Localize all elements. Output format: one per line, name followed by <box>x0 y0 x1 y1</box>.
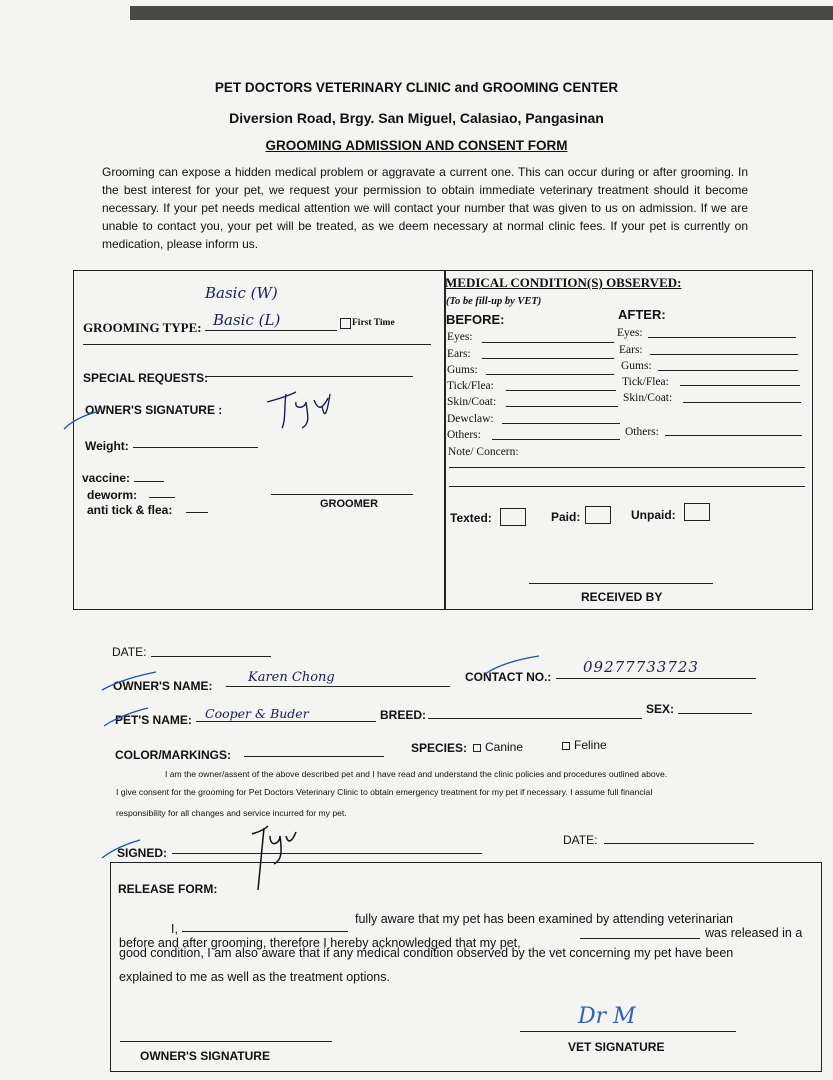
note-line <box>449 467 805 468</box>
owner-signature-scribble <box>262 380 342 430</box>
before-field: Gums: <box>447 364 478 376</box>
feline-checkbox[interactable] <box>562 742 570 750</box>
color-label: COLOR/MARKINGS: <box>115 748 231 762</box>
canine-label: Canine <box>485 740 524 754</box>
date-label: DATE: <box>112 645 147 659</box>
before-field: Others: <box>447 429 481 441</box>
release-title: RELEASE FORM: <box>118 882 218 896</box>
received-by-line <box>529 583 713 584</box>
owner-name-line <box>226 686 450 687</box>
paid-checkbox[interactable] <box>585 506 611 524</box>
vaccine-label: vaccine: <box>82 471 131 485</box>
grooming-type-label: GROOMING TYPE: <box>83 320 202 335</box>
texted-label: Texted: <box>450 511 492 525</box>
release-owner-signature-label: OWNER'S SIGNATURE <box>140 1049 270 1063</box>
contact-value: 09277733723 <box>583 658 699 676</box>
before-field-line <box>506 390 616 391</box>
consent-date-line <box>604 843 754 844</box>
date-line <box>151 656 271 657</box>
vet-signature-label: VET SIGNATURE <box>568 1040 665 1054</box>
consent-line-2: I give consent for the grooming for Pet Doctors Veterinary Clinic to obtain emergency treatment for my pet if necessary. I assume full financial <box>116 787 653 797</box>
pet-name-checkmark <box>102 706 152 728</box>
received-by-label: RECEIVED BY <box>581 590 663 604</box>
first-time-checkbox[interactable] <box>340 318 351 329</box>
medical-subtitle: (To be fill-up by VET) <box>446 296 542 307</box>
consent-date-label: DATE: <box>563 833 598 847</box>
before-field-line <box>482 342 614 343</box>
release-text-e: explained to me as well as the treatment options. <box>119 970 390 984</box>
grooming-type-value-2: Basic (L) <box>213 311 281 329</box>
after-field: Tick/Flea: <box>622 376 669 388</box>
after-field: Skin/Coat: <box>623 392 673 404</box>
before-field-line <box>506 406 618 407</box>
texted-checkbox[interactable] <box>500 508 526 526</box>
paid-label: Paid: <box>551 510 581 524</box>
before-field: Eyes: <box>447 331 473 343</box>
note-label: Note/ Concern: <box>448 446 519 458</box>
release-name-line <box>182 931 348 932</box>
groomer-label: GROOMER <box>320 498 379 510</box>
after-label: AFTER: <box>618 307 666 322</box>
anti-tick-line <box>186 512 208 513</box>
after-field: Eyes: <box>617 327 643 339</box>
intro-paragraph: Grooming can expose a hidden medical problem or aggravate a current one. This can occur during or after grooming. In the best interest for your pet, we request your permission to obtain immediate veterinary treatment should it become necessary. If your pet needs medical attention we will contact your number that was given to us on admission. If we are unable to contact you, your pet will be treated, as we deem necessary at normal clinic fees. If your pet is currently on medication, please inform us. <box>102 165 748 251</box>
release-owner-signature-line <box>120 1041 332 1042</box>
release-text-d: good condition, I am also aware that if any medical condition observed by the vet concerning my pet have been <box>119 946 734 960</box>
before-field: Tick/Flea: <box>447 380 494 392</box>
special-requests-line <box>205 376 413 377</box>
pet-name-line <box>196 721 376 722</box>
before-field-line <box>486 374 614 375</box>
before-field: Ears: <box>447 348 471 360</box>
left-divider-line <box>83 344 431 345</box>
owner-name-label: OWNER'S NAME: <box>113 679 213 693</box>
after-field-line <box>665 435 802 436</box>
contact-checkmark <box>483 654 543 678</box>
after-field-line <box>680 385 800 386</box>
after-field-line <box>648 337 796 338</box>
color-line <box>244 756 384 757</box>
after-field: Others: <box>625 426 659 438</box>
before-label: BEFORE: <box>446 312 505 327</box>
before-field-line <box>492 439 620 440</box>
release-text-b: before and after grooming, therefore I hereby acknowledged that my pet, <box>119 936 521 950</box>
consent-line-1: I am the owner/assent of the above described pet and I have read and understand the clinic policies and procedures outlined above. <box>165 769 668 779</box>
scan-edge-shadow <box>130 6 833 20</box>
signed-checkmark <box>100 836 144 862</box>
weight-label: Weight: <box>85 439 129 453</box>
after-field-line <box>683 402 801 403</box>
signed-line <box>172 853 482 854</box>
note-line <box>449 486 805 487</box>
feline-label: Feline <box>574 738 607 752</box>
clinic-name: PET DOCTORS VETERINARY CLINIC and GROOMING CENTER <box>214 80 619 95</box>
after-field-line <box>658 370 798 371</box>
release-pet-line <box>580 938 700 939</box>
groomer-line <box>271 494 413 495</box>
clinic-address: Diversion Road, Brgy. San Miguel, Calasiao, Pangasinan <box>229 110 604 126</box>
species-label: SPECIES: <box>411 741 468 755</box>
grooming-type-value-1: Basic (W) <box>205 284 278 302</box>
weight-line <box>133 447 258 448</box>
unpaid-checkbox[interactable] <box>684 503 710 521</box>
consent-line-3: responsibility for all changes and service incurred for my pet. <box>116 808 347 818</box>
release-text-c: was released in a <box>705 926 803 940</box>
breed-line <box>428 718 642 719</box>
vet-signature-line <box>520 1031 736 1032</box>
anti-tick-label: anti tick & flea: <box>87 503 173 517</box>
first-time-label: First Time <box>352 318 395 328</box>
release-i-label: I, <box>171 922 178 936</box>
before-field: Skin/Coat: <box>447 396 497 408</box>
after-field-line <box>650 354 798 355</box>
deworm-label: deworm: <box>87 488 138 502</box>
vet-initials: Dr M <box>578 1004 636 1029</box>
before-field-line <box>502 423 620 424</box>
sex-line <box>678 713 752 714</box>
after-field: Ears: <box>619 344 643 356</box>
breed-label: BREED: <box>380 708 427 722</box>
before-field: Dewclaw: <box>447 413 494 425</box>
contact-label: CONTACT NO.: <box>465 670 552 684</box>
special-requests-label: SPECIAL REQUESTS: <box>83 371 209 385</box>
form-title: GROOMING ADMISSION AND CONSENT FORM <box>265 138 568 153</box>
owner-signature-checkmark <box>62 403 102 433</box>
vaccine-line <box>134 481 164 482</box>
sex-label: SEX: <box>646 702 675 716</box>
medical-title: MEDICAL CONDITION(S) OBSERVED: <box>445 275 682 290</box>
unpaid-label: Unpaid: <box>631 508 676 522</box>
pet-name-label: PET'S NAME: <box>115 713 192 727</box>
owner-signature-label: OWNER'S SIGNATURE : <box>85 403 223 417</box>
owner-name-value: Karen Chong <box>248 670 335 685</box>
grooming-type-line <box>205 330 337 331</box>
canine-checkbox[interactable] <box>473 744 481 752</box>
before-field-line <box>482 358 614 359</box>
pet-name-value: Cooper & Buder <box>205 706 309 721</box>
contact-line <box>556 678 756 679</box>
owner-name-checkmark <box>100 668 160 694</box>
release-text-a: fully aware that my pet has been examined by attending veterinarian <box>355 912 734 926</box>
signed-label: SIGNED: <box>117 846 168 860</box>
deworm-line <box>149 497 175 498</box>
after-field: Gums: <box>621 360 652 372</box>
